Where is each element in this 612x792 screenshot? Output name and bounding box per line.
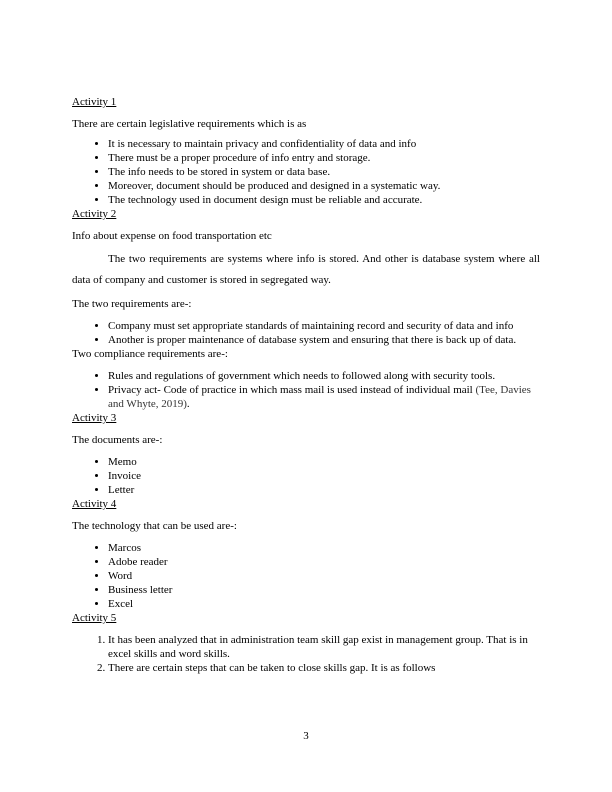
activity-4-list [72,541,540,611]
activity-4-intro: The technology that can be used are-: [72,520,237,532]
activity-3-intro: The documents are-: [72,434,163,446]
activity-2-heading: Activity 2 [72,208,117,220]
page-number: 3 [303,730,309,742]
activity-1-intro: There are certain legislative requirements which is as [72,118,307,130]
activity-1-list [72,137,540,207]
list-item: • Company must set appropriate standards of maintaining record and security of data and info [108,319,540,333]
activity-2-paragraph: The two requirements are systems where info is stored. And other is database system where all data of company and customer is stored in segregated way. [72,253,540,286]
list-item: 1. It has been analyzed that in administration team skill gap exist in management group. That is in excel skills and word skills. [108,633,540,661]
list-item: • It is necessary to maintain privacy and confidentiality of data and info [108,137,540,151]
list-item [108,383,540,411]
list-item: • Word [108,569,540,583]
citation: (Tee, Davies and Whyte, 2019) [108,384,531,410]
list-item: • Invoice [108,469,540,483]
list-item: • Business letter [108,583,540,597]
list-item: • Marcos [108,541,540,555]
list-item: • The technology used in document design must be reliable and accurate. [108,193,540,207]
compliance-item-text: Privacy act- Code of practice in which mass mail is used instead of individual mail [108,384,476,396]
list-item: • The info needs to be stored in system or data base. [108,165,540,179]
activity-2-requirements-intro: The two requirements are-: [72,298,192,310]
activity-2-intro: Info about expense on food transportation etc [72,230,272,242]
activity-3-heading: Activity 3 [72,412,117,424]
activity-5-list [72,633,540,675]
activity-2-compliance-intro: Two compliance requirements are-: [72,348,228,360]
activity-2-compliance-list [72,369,540,411]
list-item: • Letter [108,483,540,497]
activity-2-requirements-list [72,319,540,347]
activity-3-list [72,455,540,497]
list-item: • There must be a proper procedure of info entry and storage. [108,151,540,165]
list-item: • Memo [108,455,540,469]
list-item: • Adobe reader [108,555,540,569]
activity-5-heading: Activity 5 [72,612,117,624]
list-item: • Excel [108,597,540,611]
list-item: • Moreover, document should be produced and designed in a systematic way. [108,179,540,193]
page-content [72,95,540,675]
activity-1-heading: Activity 1 [72,96,117,108]
list-item: • Another is proper maintenance of database system and ensuring that there is back up of data. [108,333,540,347]
list-item: • Rules and regulations of government which needs to followed along with security tools. [108,369,540,383]
list-item: 2. There are certain steps that can be taken to close skills gap. It is as follows [108,661,540,675]
compliance-item-end: . [186,398,190,410]
activity-4-heading: Activity 4 [72,498,117,510]
